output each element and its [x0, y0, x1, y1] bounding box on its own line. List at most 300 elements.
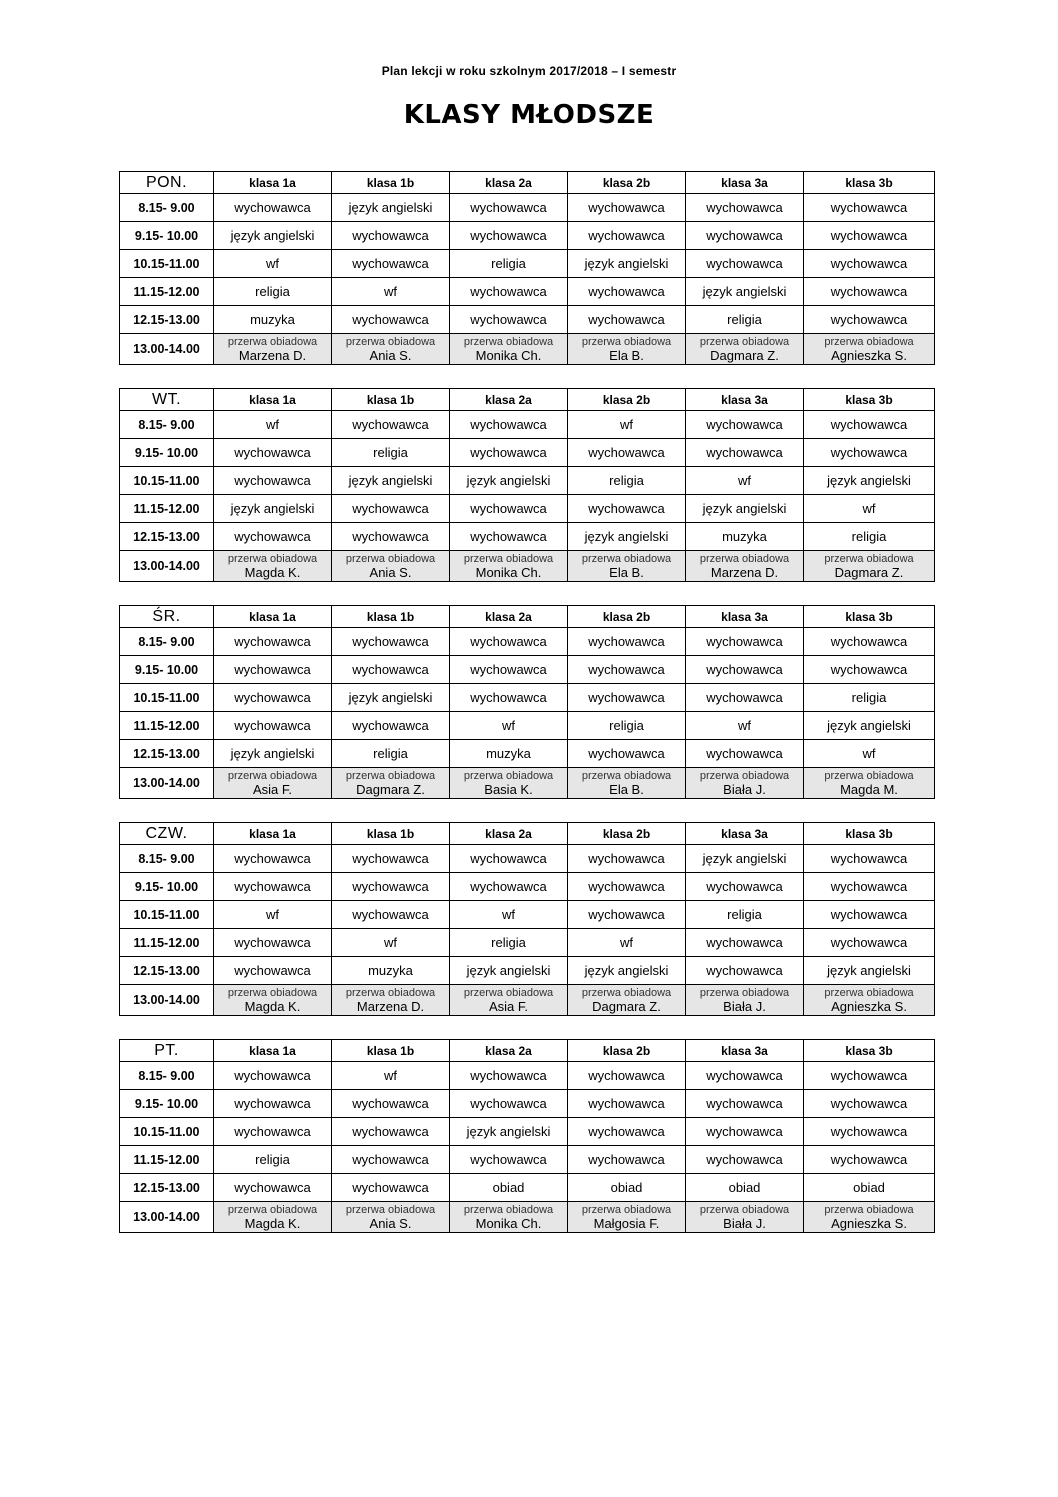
lesson-cell: wychowawca — [332, 495, 450, 523]
time-slot: 12.15-13.00 — [120, 306, 214, 334]
break-label: przerwa obiadowa — [581, 336, 672, 348]
lesson-cell: wychowawca — [332, 1090, 450, 1118]
lesson-cell: język angielski — [686, 495, 804, 523]
lesson-cell: wychowawca — [686, 1062, 804, 1090]
break-label: przerwa obiadowa — [824, 553, 914, 565]
lesson-row — [120, 194, 935, 222]
break-cell — [332, 985, 450, 1016]
lesson-cell: wychowawca — [332, 845, 450, 873]
break-cell — [214, 768, 332, 799]
lesson-cell: wychowawca — [214, 523, 332, 551]
lesson-cell: wychowawca — [804, 845, 935, 873]
break-label: przerwa obiadowa — [227, 336, 318, 348]
lesson-cell: wychowawca — [450, 411, 568, 439]
lesson-cell: język angielski — [568, 250, 686, 278]
lesson-cell: wychowawca — [214, 929, 332, 957]
lesson-row — [120, 467, 935, 495]
break-label: przerwa obiadowa — [699, 553, 790, 565]
break-label: przerwa obiadowa — [699, 987, 790, 999]
lesson-row — [120, 1090, 935, 1118]
break-time-slot: 13.00-14.00 — [120, 1202, 214, 1233]
break-cell — [214, 985, 332, 1016]
break-label: przerwa obiadowa — [227, 987, 318, 999]
lesson-cell: wychowawca — [804, 929, 935, 957]
lesson-cell: wychowawca — [450, 873, 568, 901]
lesson-cell: wychowawca — [450, 1146, 568, 1174]
break-cell — [804, 768, 935, 799]
break-staff-name: Ela B. — [609, 348, 644, 363]
lesson-cell: wychowawca — [450, 194, 568, 222]
break-label: przerwa obiadowa — [463, 1204, 554, 1216]
lesson-cell: muzyka — [450, 740, 568, 768]
header-row — [120, 172, 935, 194]
lesson-cell: wychowawca — [686, 740, 804, 768]
break-staff-name: Marzena D. — [356, 999, 425, 1014]
lesson-cell: wychowawca — [804, 1062, 935, 1090]
lesson-cell: wychowawca — [568, 194, 686, 222]
lesson-cell: wychowawca — [332, 628, 450, 656]
lesson-row — [120, 957, 935, 985]
break-staff-name: Biała J. — [723, 782, 766, 797]
lesson-cell: wychowawca — [568, 1090, 686, 1118]
break-label: przerwa obiadowa — [699, 770, 790, 782]
break-label: przerwa obiadowa — [463, 987, 554, 999]
break-label: przerwa obiadowa — [824, 987, 914, 999]
lesson-cell: wychowawca — [214, 712, 332, 740]
break-staff-name: Dagmara Z. — [356, 782, 425, 797]
break-label: przerwa obiadowa — [824, 1204, 914, 1216]
class-header: klasa 1b — [332, 389, 450, 411]
class-header: klasa 2a — [450, 1040, 568, 1062]
break-row — [120, 334, 935, 365]
lesson-cell: wychowawca — [804, 411, 935, 439]
class-header: klasa 3a — [686, 1040, 804, 1062]
lesson-cell: wychowawca — [686, 250, 804, 278]
lesson-cell: religia — [332, 439, 450, 467]
break-label: przerwa obiadowa — [345, 553, 436, 565]
lesson-cell: wychowawca — [214, 845, 332, 873]
lesson-cell: wychowawca — [686, 628, 804, 656]
lesson-cell: religia — [686, 901, 804, 929]
break-label: przerwa obiadowa — [824, 770, 914, 782]
break-cell — [568, 551, 686, 582]
break-label: przerwa obiadowa — [345, 1204, 436, 1216]
time-slot: 9.15- 10.00 — [120, 656, 214, 684]
lesson-cell: język angielski — [332, 684, 450, 712]
lesson-cell: wychowawca — [214, 1090, 332, 1118]
break-cell — [450, 551, 568, 582]
lesson-cell: wychowawca — [686, 929, 804, 957]
lesson-cell: wychowawca — [804, 250, 935, 278]
lesson-row — [120, 1146, 935, 1174]
class-header: klasa 1b — [332, 1040, 450, 1062]
lesson-cell: religia — [214, 278, 332, 306]
lesson-row — [120, 523, 935, 551]
time-slot: 8.15- 9.00 — [120, 411, 214, 439]
lesson-cell: wychowawca — [332, 1146, 450, 1174]
day-name: CZW. — [120, 823, 214, 845]
break-staff-name: Magda K. — [244, 999, 301, 1014]
time-slot: 8.15- 9.00 — [120, 845, 214, 873]
class-header: klasa 2b — [568, 172, 686, 194]
lesson-cell: religia — [686, 306, 804, 334]
lesson-cell: wychowawca — [804, 628, 935, 656]
lesson-cell: wychowawca — [450, 439, 568, 467]
lesson-cell: język angielski — [804, 712, 935, 740]
break-label: przerwa obiadowa — [345, 987, 436, 999]
lesson-cell: wf — [332, 929, 450, 957]
lesson-cell: język angielski — [568, 523, 686, 551]
break-cell — [214, 334, 332, 365]
break-label: przerwa obiadowa — [463, 336, 554, 348]
lesson-cell: wychowawca — [686, 1090, 804, 1118]
lesson-cell: wychowawca — [568, 1062, 686, 1090]
break-staff-name: Agnieszka S. — [831, 1216, 907, 1231]
break-label: przerwa obiadowa — [581, 553, 672, 565]
lesson-row — [120, 278, 935, 306]
lesson-cell: język angielski — [450, 467, 568, 495]
time-slot: 10.15-11.00 — [120, 250, 214, 278]
break-cell — [686, 551, 804, 582]
lesson-cell: wychowawca — [568, 628, 686, 656]
lesson-cell: wychowawca — [450, 845, 568, 873]
lesson-row — [120, 1062, 935, 1090]
break-label: przerwa obiadowa — [824, 336, 914, 348]
time-slot: 10.15-11.00 — [120, 684, 214, 712]
lesson-cell: wychowawca — [214, 873, 332, 901]
lesson-cell: wychowawca — [450, 278, 568, 306]
lesson-cell: wychowawca — [804, 222, 935, 250]
lesson-cell: wychowawca — [332, 873, 450, 901]
lesson-row — [120, 439, 935, 467]
break-label: przerwa obiadowa — [463, 770, 554, 782]
lesson-cell: wychowawca — [332, 712, 450, 740]
lesson-row — [120, 628, 935, 656]
lesson-cell: wychowawca — [804, 901, 935, 929]
lesson-cell: wychowawca — [214, 439, 332, 467]
lesson-cell: wychowawca — [332, 411, 450, 439]
break-cell — [214, 1202, 332, 1233]
break-cell — [804, 1202, 935, 1233]
lesson-cell: religia — [214, 1146, 332, 1174]
break-row — [120, 1202, 935, 1233]
class-header: klasa 3a — [686, 823, 804, 845]
break-cell — [568, 985, 686, 1016]
break-staff-name: Magda M. — [840, 782, 898, 797]
time-slot: 12.15-13.00 — [120, 523, 214, 551]
class-header: klasa 3b — [804, 172, 935, 194]
lesson-cell: wychowawca — [332, 523, 450, 551]
lesson-cell: wychowawca — [686, 1118, 804, 1146]
lesson-row — [120, 712, 935, 740]
class-header: klasa 1a — [214, 172, 332, 194]
break-cell — [332, 1202, 450, 1233]
break-cell — [450, 768, 568, 799]
break-cell — [568, 768, 686, 799]
day-table — [119, 1039, 935, 1233]
lesson-cell: wychowawca — [214, 684, 332, 712]
lesson-row — [120, 1174, 935, 1202]
break-staff-name: Biała J. — [723, 1216, 766, 1231]
time-slot: 10.15-11.00 — [120, 901, 214, 929]
lesson-cell: wychowawca — [568, 845, 686, 873]
class-header: klasa 2a — [450, 823, 568, 845]
lesson-cell: wychowawca — [450, 306, 568, 334]
lesson-cell: religia — [450, 929, 568, 957]
lesson-cell: wychowawca — [804, 194, 935, 222]
lesson-cell: wychowawca — [686, 1146, 804, 1174]
lesson-cell: wychowawca — [214, 656, 332, 684]
lesson-cell: wychowawca — [686, 684, 804, 712]
lesson-cell: wf — [686, 712, 804, 740]
lesson-cell: wychowawca — [450, 656, 568, 684]
lesson-cell: wychowawca — [686, 873, 804, 901]
time-slot: 9.15- 10.00 — [120, 439, 214, 467]
lesson-cell: wychowawca — [450, 1090, 568, 1118]
lesson-cell: wychowawca — [332, 222, 450, 250]
lesson-cell: wf — [568, 929, 686, 957]
day-table — [119, 171, 935, 365]
lesson-cell: wychowawca — [332, 656, 450, 684]
time-slot: 9.15- 10.00 — [120, 1090, 214, 1118]
lesson-cell: wychowawca — [804, 306, 935, 334]
day-table — [119, 822, 935, 1016]
lesson-cell: wychowawca — [804, 278, 935, 306]
break-staff-name: Małgosia F. — [593, 1216, 660, 1231]
break-label: przerwa obiadowa — [345, 770, 436, 782]
lesson-cell: język angielski — [804, 957, 935, 985]
class-header: klasa 3b — [804, 389, 935, 411]
break-row — [120, 985, 935, 1016]
lesson-cell: religia — [804, 684, 935, 712]
lesson-row — [120, 250, 935, 278]
lesson-cell: wf — [214, 250, 332, 278]
time-slot: 11.15-12.00 — [120, 495, 214, 523]
lesson-cell: obiad — [568, 1174, 686, 1202]
lesson-row — [120, 845, 935, 873]
lesson-cell: wychowawca — [332, 1174, 450, 1202]
time-slot: 11.15-12.00 — [120, 278, 214, 306]
lesson-cell: wychowawca — [450, 628, 568, 656]
break-label: przerwa obiadowa — [227, 1204, 318, 1216]
day-name: WT. — [120, 389, 214, 411]
header-row — [120, 606, 935, 628]
class-header: klasa 1b — [332, 606, 450, 628]
lesson-cell: wychowawca — [804, 439, 935, 467]
break-label: przerwa obiadowa — [581, 987, 672, 999]
lesson-cell: wychowawca — [214, 1174, 332, 1202]
break-row — [120, 551, 935, 582]
time-slot: 12.15-13.00 — [120, 740, 214, 768]
class-header: klasa 3b — [804, 823, 935, 845]
break-staff-name: Monika Ch. — [475, 1216, 542, 1231]
lesson-cell: wychowawca — [568, 222, 686, 250]
class-header: klasa 2a — [450, 389, 568, 411]
time-slot: 8.15- 9.00 — [120, 1062, 214, 1090]
lesson-cell: wychowawca — [450, 1062, 568, 1090]
break-label: przerwa obiadowa — [581, 1204, 672, 1216]
time-slot: 8.15- 9.00 — [120, 194, 214, 222]
break-staff-name: Magda K. — [244, 565, 301, 580]
header-row — [120, 823, 935, 845]
break-staff-name: Monika Ch. — [475, 348, 542, 363]
break-cell — [450, 1202, 568, 1233]
lesson-cell: wychowawca — [332, 1118, 450, 1146]
lesson-cell: wychowawca — [568, 684, 686, 712]
lesson-cell: wychowawca — [686, 411, 804, 439]
class-header: klasa 2a — [450, 172, 568, 194]
break-staff-name: Ania S. — [369, 565, 412, 580]
break-cell — [686, 985, 804, 1016]
lesson-cell: wychowawca — [686, 222, 804, 250]
break-label: przerwa obiadowa — [227, 770, 318, 782]
lesson-cell: muzyka — [686, 523, 804, 551]
lesson-cell: wychowawca — [450, 495, 568, 523]
day-table — [119, 388, 935, 582]
lesson-row — [120, 222, 935, 250]
time-slot: 10.15-11.00 — [120, 1118, 214, 1146]
break-staff-name: Asia F. — [488, 999, 528, 1014]
lesson-row — [120, 740, 935, 768]
class-header: klasa 2a — [450, 606, 568, 628]
break-staff-name: Monika Ch. — [475, 565, 542, 580]
break-label: przerwa obiadowa — [581, 770, 672, 782]
class-header: klasa 1a — [214, 606, 332, 628]
break-staff-name: Marzena D. — [238, 348, 307, 363]
lesson-cell: wychowawca — [568, 306, 686, 334]
break-staff-name: Ela B. — [609, 782, 644, 797]
lesson-cell: wychowawca — [804, 1146, 935, 1174]
break-label: przerwa obiadowa — [699, 336, 790, 348]
break-cell — [450, 334, 568, 365]
lesson-cell: wychowawca — [568, 656, 686, 684]
lesson-cell: wf — [214, 411, 332, 439]
day-name: PON. — [120, 172, 214, 194]
break-staff-name: Agnieszka S. — [831, 999, 907, 1014]
time-slot: 11.15-12.00 — [120, 929, 214, 957]
lesson-cell: język angielski — [686, 278, 804, 306]
lesson-cell: wychowawca — [332, 901, 450, 929]
class-header: klasa 3a — [686, 389, 804, 411]
break-cell — [686, 334, 804, 365]
lesson-cell: wychowawca — [450, 523, 568, 551]
lesson-cell: wychowawca — [686, 957, 804, 985]
lesson-cell: religia — [804, 523, 935, 551]
lesson-cell: wychowawca — [214, 467, 332, 495]
class-header: klasa 3b — [804, 606, 935, 628]
break-staff-name: Agnieszka S. — [831, 348, 907, 363]
time-slot: 8.15- 9.00 — [120, 628, 214, 656]
break-cell — [804, 551, 935, 582]
lesson-cell: język angielski — [214, 495, 332, 523]
time-slot: 11.15-12.00 — [120, 1146, 214, 1174]
lesson-cell: wychowawca — [214, 628, 332, 656]
lesson-cell: wychowawca — [568, 278, 686, 306]
lesson-cell: język angielski — [568, 957, 686, 985]
break-time-slot: 13.00-14.00 — [120, 334, 214, 365]
break-staff-name: Dagmara Z. — [834, 565, 904, 580]
break-staff-name: Asia F. — [252, 782, 292, 797]
lesson-cell: wf — [804, 740, 935, 768]
break-cell — [686, 768, 804, 799]
class-header: klasa 3a — [686, 606, 804, 628]
break-staff-name: Basia K. — [484, 782, 533, 797]
break-label: przerwa obiadowa — [345, 336, 436, 348]
class-header: klasa 3a — [686, 172, 804, 194]
lesson-cell: język angielski — [450, 1118, 568, 1146]
break-cell — [450, 985, 568, 1016]
lesson-cell: wychowawca — [332, 250, 450, 278]
lesson-cell: wychowawca — [568, 1146, 686, 1174]
lesson-cell: wf — [214, 901, 332, 929]
break-cell — [804, 985, 935, 1016]
lesson-cell: wychowawca — [332, 306, 450, 334]
lesson-cell: język angielski — [804, 467, 935, 495]
lesson-cell: wf — [332, 1062, 450, 1090]
lesson-cell: wychowawca — [568, 1118, 686, 1146]
lesson-cell: wychowawca — [568, 439, 686, 467]
lesson-cell: wychowawca — [686, 656, 804, 684]
class-header: klasa 1b — [332, 823, 450, 845]
lesson-cell: język angielski — [214, 740, 332, 768]
break-time-slot: 13.00-14.00 — [120, 551, 214, 582]
lesson-cell: wychowawca — [568, 873, 686, 901]
break-staff-name: Dagmara Z. — [592, 999, 661, 1014]
break-time-slot: 13.00-14.00 — [120, 985, 214, 1016]
class-header: klasa 2b — [568, 1040, 686, 1062]
lesson-row — [120, 306, 935, 334]
class-header: klasa 2b — [568, 389, 686, 411]
break-staff-name: Dagmara Z. — [710, 348, 779, 363]
time-slot: 12.15-13.00 — [120, 957, 214, 985]
break-cell — [332, 334, 450, 365]
document-subtitle: Plan lekcji w roku szkolnym 2017/2018 – I semestr — [381, 64, 677, 78]
lesson-cell: wychowawca — [804, 656, 935, 684]
lesson-cell: wychowawca — [686, 439, 804, 467]
lesson-cell: język angielski — [332, 467, 450, 495]
break-cell — [332, 551, 450, 582]
lesson-cell: religia — [450, 250, 568, 278]
class-header: klasa 3b — [804, 1040, 935, 1062]
lesson-cell: wf — [686, 467, 804, 495]
lesson-cell: muzyka — [332, 957, 450, 985]
lesson-cell: wychowawca — [450, 684, 568, 712]
lesson-cell: wychowawca — [450, 222, 568, 250]
class-header: klasa 1a — [214, 389, 332, 411]
break-time-slot: 13.00-14.00 — [120, 768, 214, 799]
lesson-cell: wychowawca — [214, 1118, 332, 1146]
lesson-row — [120, 1118, 935, 1146]
lesson-cell: wychowawca — [214, 194, 332, 222]
break-cell — [568, 1202, 686, 1233]
day-name: ŚR. — [120, 606, 214, 628]
lesson-cell: wychowawca — [568, 495, 686, 523]
lesson-cell: język angielski — [214, 222, 332, 250]
lesson-cell: wychowawca — [214, 957, 332, 985]
lesson-row — [120, 929, 935, 957]
time-slot: 12.15-13.00 — [120, 1174, 214, 1202]
lesson-cell: muzyka — [214, 306, 332, 334]
document-title: KLASY MŁODSZE — [403, 100, 655, 130]
break-cell — [214, 551, 332, 582]
lesson-row — [120, 901, 935, 929]
break-cell — [686, 1202, 804, 1233]
lesson-cell: wychowawca — [804, 873, 935, 901]
lesson-cell: wf — [804, 495, 935, 523]
lesson-row — [120, 495, 935, 523]
lesson-cell: wf — [332, 278, 450, 306]
lesson-cell: wychowawca — [568, 901, 686, 929]
